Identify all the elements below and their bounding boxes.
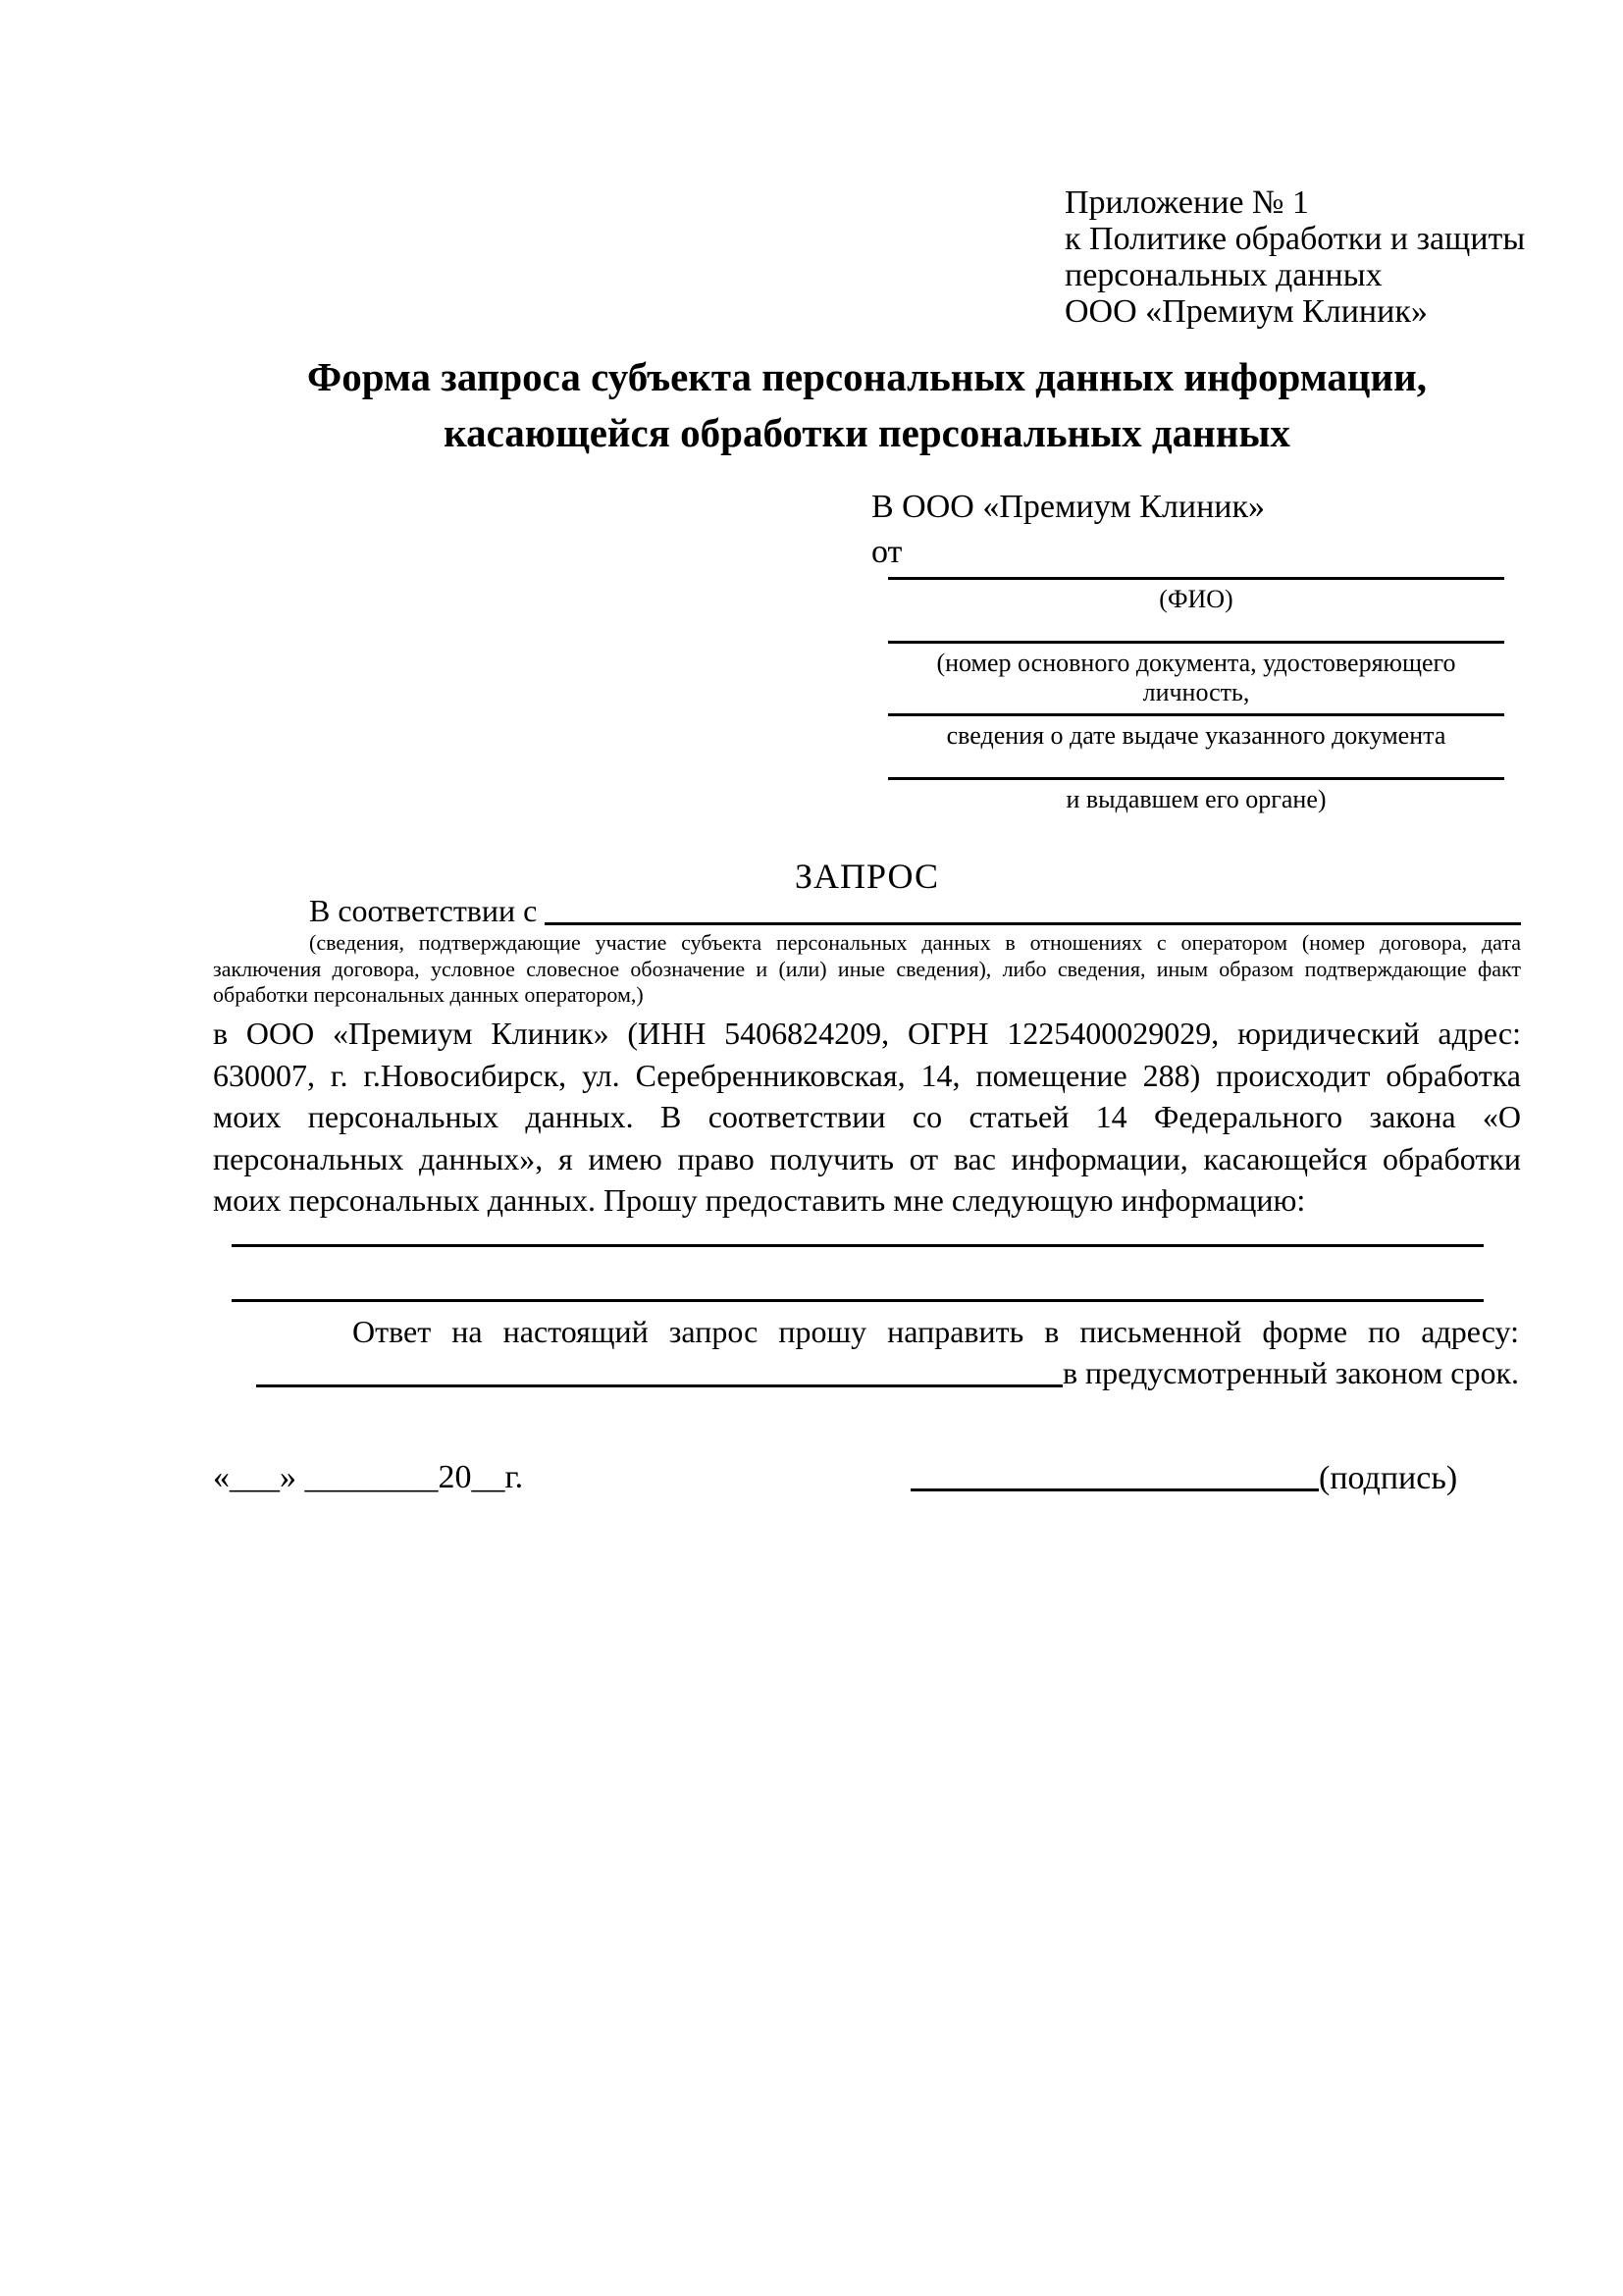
issue-date-blank-line	[888, 713, 1504, 716]
appendix-line: ООО «Премиум Клиник»	[1065, 293, 1428, 330]
page-title	[213, 349, 1521, 461]
addressee-organization: В ООО «Премиум Клиник»	[871, 489, 1266, 525]
issuing-authority-blank-line	[888, 777, 1504, 780]
fine-print-note	[213, 930, 1521, 1009]
fine-print-line: заключения договора, условное словесное обозначение и (или) иные сведения), либо сведения, иным образом подтверждающие факт	[213, 956, 1521, 981]
fine-print-line: обработки персональных данных оператором,)	[213, 982, 644, 1007]
body-line: в ООО «Премиум Клиник» (ИНН 5406824209, ОГРН 1225400029029, юридический адрес:	[213, 1016, 1521, 1051]
information-blank-line-1	[232, 1244, 1484, 1247]
request-heading: ЗАПРОС	[795, 857, 939, 896]
addressee-from-label: от	[871, 534, 903, 570]
reply-paragraph	[233, 1311, 1519, 1393]
body-line: 630007, г. г.Новосибирск, ул. Серебренниковская, 14, помещение 288) происходит обработка	[213, 1057, 1521, 1093]
date-blank: «___» ________20__г.	[213, 1459, 524, 1495]
appendix-line: к Политике обработки и защиты	[1065, 221, 1526, 257]
appendix-reference-block	[1065, 184, 1525, 330]
accordance-row	[213, 891, 1521, 930]
reply-address-row	[233, 1352, 1519, 1393]
request-body-paragraph	[213, 1013, 1521, 1222]
document-number-caption: (номер основного документа, удостоверяющего личность,	[936, 649, 1456, 706]
accordance-label: В соответствии с	[309, 893, 538, 928]
signature-blank-line	[911, 1488, 1319, 1491]
page-title-line1: Форма запроса субъекта персональных данных информации,	[307, 354, 1427, 399]
fio-blank-line	[888, 577, 1504, 580]
appendix-line: Приложение № 1	[1065, 184, 1309, 221]
fine-print-line: (сведения, подтверждающие участие субъекта персональных данных в отношениях с оператором (номер договора, дата	[309, 930, 1521, 955]
fio-caption: (ФИО)	[1159, 585, 1233, 613]
document-number-blank-line	[888, 641, 1504, 644]
body-line: моих персональных данных. В соответствии со статьей 14 Федерального закона «О	[213, 1099, 1521, 1134]
appendix-line: персональных данных	[1065, 257, 1383, 293]
information-blank-line-2	[232, 1299, 1484, 1302]
page-title-line2: касающейся обработки персональных данных	[444, 410, 1290, 455]
reply-address-blank-line	[256, 1384, 1063, 1387]
accordance-blank-line	[545, 922, 1521, 925]
signature-caption: (подпись)	[1319, 1460, 1458, 1496]
body-line: моих персональных данных. Прошу предоставить мне следующую информацию:	[213, 1182, 1306, 1218]
reply-suffix: в предусмотренный законом срок.	[1062, 1355, 1519, 1390]
body-line: персональных данных», я имею право получить от вас информации, касающейся обработки	[213, 1140, 1521, 1176]
reply-line: Ответ на настоящий запрос прошу направить в письменной форме по адресу:	[352, 1314, 1519, 1349]
issuing-authority-caption: и выдавшем его органе)	[1066, 785, 1327, 813]
issue-date-caption: сведения о дате выдаче указанного документа	[946, 721, 1446, 750]
